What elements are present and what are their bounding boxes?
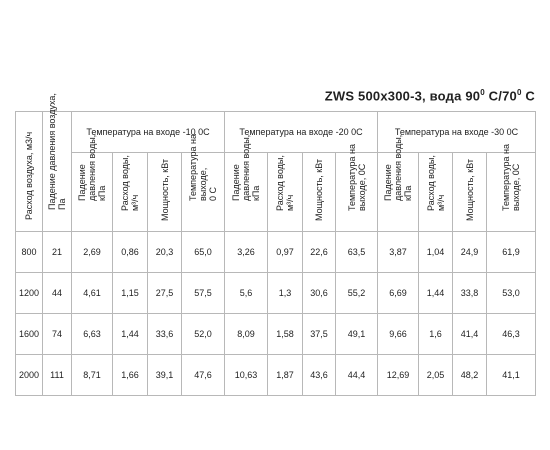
table-cell: 8,71 xyxy=(72,355,113,396)
header-group-minus-20: Температура на входе -20 0С xyxy=(225,112,378,153)
table-cell: 27,5 xyxy=(148,273,182,314)
header-group-minus-10: Температура на входе -10 0С xyxy=(72,112,225,153)
table-cell: 800 xyxy=(16,232,43,273)
header-power: Мощность, кВт xyxy=(148,153,182,232)
header-power: Мощность, кВт xyxy=(303,153,336,232)
table-cell: 1,87 xyxy=(268,355,303,396)
table-cell: 0,86 xyxy=(113,232,148,273)
table-title: ZWS 500x300-3, вода $90^0$ $C/70^0$ C xyxy=(324,88,535,104)
table-cell: 39,1 xyxy=(148,355,182,396)
table-cell: 21 xyxy=(43,232,72,273)
table-row xyxy=(16,273,536,314)
table-cell: 1600 xyxy=(16,314,43,355)
header-group-minus-30: Температура на входе -30 0С xyxy=(378,112,536,153)
table-cell: 1,44 xyxy=(419,273,453,314)
table-cell: 111 xyxy=(43,355,72,396)
table-cell: 1200 xyxy=(16,273,43,314)
table-cell: 44 xyxy=(43,273,72,314)
table-cell: 1,6 xyxy=(419,314,453,355)
table-cell: 55,2 xyxy=(336,273,378,314)
header-power: Мощность, кВт xyxy=(453,153,487,232)
table-cell: 49,1 xyxy=(336,314,378,355)
header-water-flow: Расход воды, м³/ч xyxy=(113,153,148,232)
table-cell: 2000 xyxy=(16,355,43,396)
table-row xyxy=(16,232,536,273)
table-cell: 1,04 xyxy=(419,232,453,273)
table-cell: 6,63 xyxy=(72,314,113,355)
header-air-pressure-drop: Падение давления воздуха, Па xyxy=(43,112,72,232)
header-water-flow: Расход воды, м³/ч xyxy=(419,153,453,232)
table-cell: 12,69 xyxy=(378,355,419,396)
table-row xyxy=(16,355,536,396)
header-outlet-temp: Температура на выходе, 0 С xyxy=(182,153,225,232)
table-row xyxy=(16,314,536,355)
table-cell: 74 xyxy=(43,314,72,355)
table-cell: 41,1 xyxy=(487,355,536,396)
table-cell: 6,69 xyxy=(378,273,419,314)
table-cell: 46,3 xyxy=(487,314,536,355)
header-airflow: Расход воздуха, м3/ч xyxy=(16,112,43,232)
table-cell: 33,6 xyxy=(148,314,182,355)
header-outlet-temp: Температура на выходе, 0С xyxy=(336,153,378,232)
table-cell: 20,3 xyxy=(148,232,182,273)
table-cell: 1,58 xyxy=(268,314,303,355)
table-cell: 53,0 xyxy=(487,273,536,314)
table-cell: 61,9 xyxy=(487,232,536,273)
table-cell: 9,66 xyxy=(378,314,419,355)
table-cell: 47,6 xyxy=(182,355,225,396)
table-cell: 10,63 xyxy=(225,355,268,396)
table-cell: 52,0 xyxy=(182,314,225,355)
header-outlet-temp: Температура на выходе, 0С xyxy=(487,153,536,232)
table-cell: 30,6 xyxy=(303,273,336,314)
header-water-pressure-drop: Падение давления воды, кПа xyxy=(72,153,113,232)
table-cell: 1,15 xyxy=(113,273,148,314)
table-cell: 2,69 xyxy=(72,232,113,273)
table-cell: 5,6 xyxy=(225,273,268,314)
header-water-pressure-drop: Падение давления воды, кПа xyxy=(378,153,419,232)
table-cell: 57,5 xyxy=(182,273,225,314)
table-cell: 3,26 xyxy=(225,232,268,273)
table-cell: 3,87 xyxy=(378,232,419,273)
table-cell: 4,61 xyxy=(72,273,113,314)
table-cell: 33,8 xyxy=(453,273,487,314)
table-cell: 24,9 xyxy=(453,232,487,273)
header-water-pressure-drop: Падение давления воды, кПа xyxy=(225,153,268,232)
header-water-flow: Расход воды, м³/ч xyxy=(268,153,303,232)
table-cell: 1,44 xyxy=(113,314,148,355)
table-cell: 0,97 xyxy=(268,232,303,273)
table-cell: 65,0 xyxy=(182,232,225,273)
table-cell: 1,3 xyxy=(268,273,303,314)
table-cell: 37,5 xyxy=(303,314,336,355)
table-cell: 2,05 xyxy=(419,355,453,396)
table-cell: 43,6 xyxy=(303,355,336,396)
table-cell: 63,5 xyxy=(336,232,378,273)
table-cell: 48,2 xyxy=(453,355,487,396)
table-cell: 8,09 xyxy=(225,314,268,355)
table-cell: 41,4 xyxy=(453,314,487,355)
table-cell: 22,6 xyxy=(303,232,336,273)
table-cell: 1,66 xyxy=(113,355,148,396)
table-cell: 44,4 xyxy=(336,355,378,396)
